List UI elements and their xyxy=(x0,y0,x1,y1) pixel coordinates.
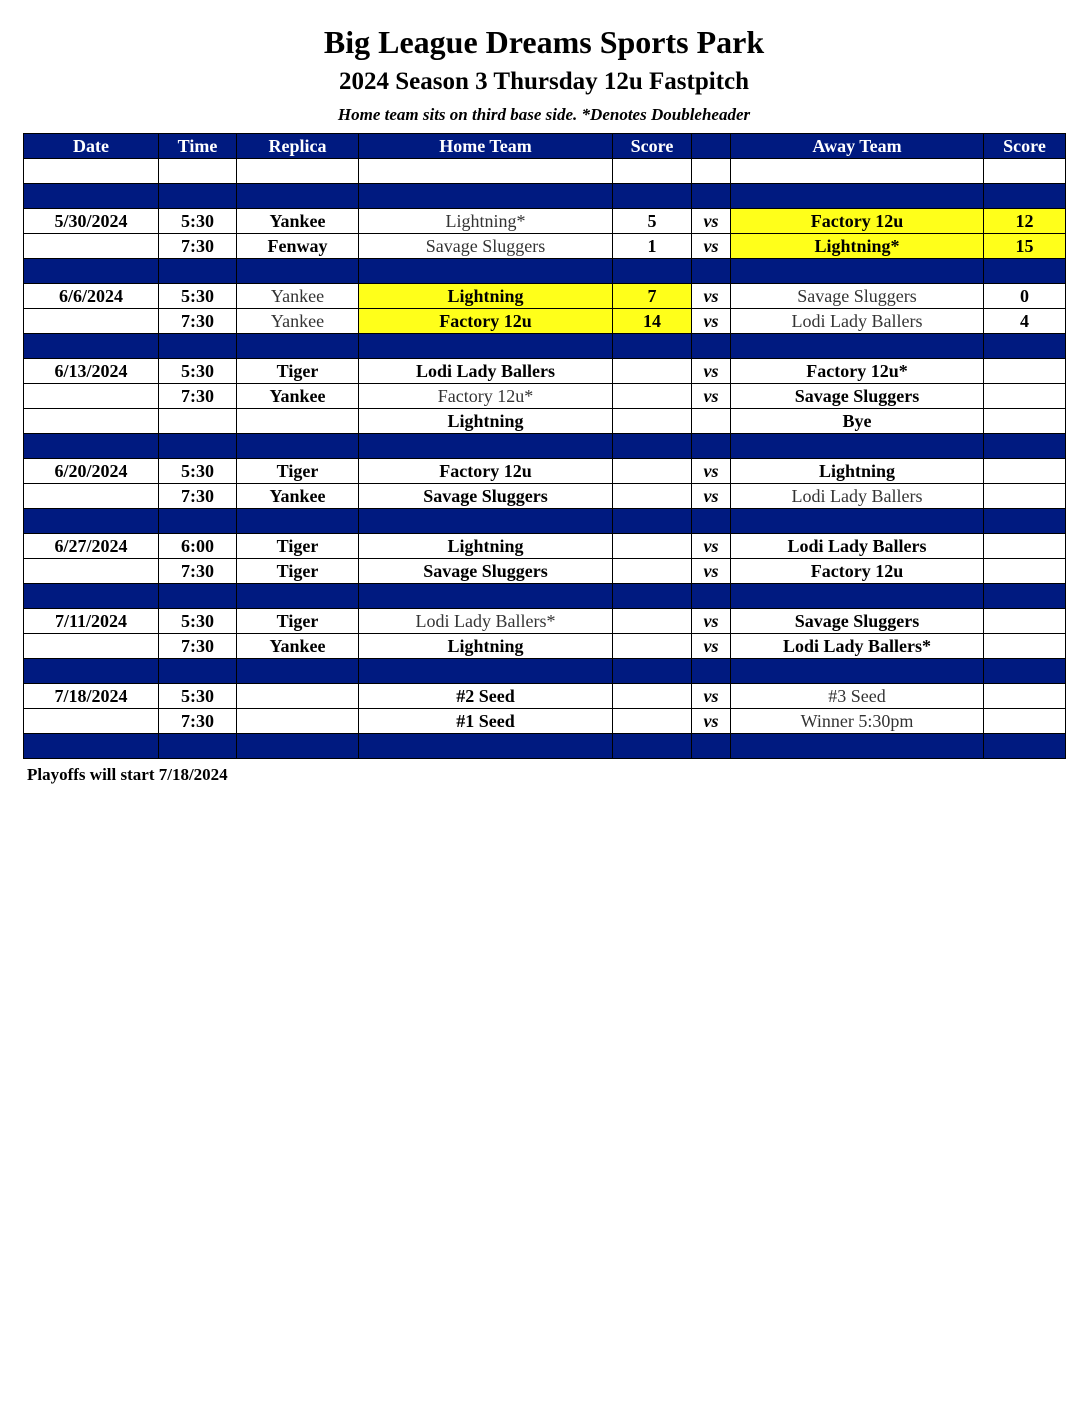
date-cell: 5/30/2024 xyxy=(24,209,159,234)
away-team-cell: Factory 12u xyxy=(731,209,984,234)
home-team-cell: Savage Sluggers xyxy=(359,559,613,584)
playoffs-footnote: Playoffs will start 7/18/2024 xyxy=(27,765,228,784)
home-team-cell: Factory 12u xyxy=(359,459,613,484)
replica-cell: Tiger xyxy=(237,459,359,484)
time-cell: 5:30 xyxy=(159,459,237,484)
away-score-cell xyxy=(984,159,1066,184)
table-row xyxy=(24,709,1066,734)
vs-cell: vs xyxy=(692,284,731,309)
away-team-cell xyxy=(731,184,984,209)
home-team-cell xyxy=(359,259,613,284)
separator-row xyxy=(24,734,1066,759)
table-row xyxy=(24,559,1066,584)
date-cell xyxy=(24,659,159,684)
date-cell: 6/20/2024 xyxy=(24,459,159,484)
replica-cell: Tiger xyxy=(237,359,359,384)
away-score-cell xyxy=(984,409,1066,434)
replica-cell xyxy=(237,659,359,684)
col-header-vs xyxy=(692,134,731,159)
home-team-cell xyxy=(359,159,613,184)
time-cell: 5:30 xyxy=(159,359,237,384)
away-team-cell: Lightning* xyxy=(731,234,984,259)
away-score-cell xyxy=(984,359,1066,384)
away-team-cell xyxy=(731,584,984,609)
replica-cell xyxy=(237,709,359,734)
home-team-cell: Factory 12u xyxy=(359,309,613,334)
away-score-cell: 0 xyxy=(984,284,1066,309)
home-team-cell: Lightning xyxy=(359,634,613,659)
away-score-cell xyxy=(984,534,1066,559)
home-score-cell xyxy=(613,684,692,709)
away-team-cell xyxy=(731,659,984,684)
away-team-cell xyxy=(731,734,984,759)
date-cell: 6/13/2024 xyxy=(24,359,159,384)
home-score-cell xyxy=(613,509,692,534)
col-header-home-score: Score xyxy=(613,134,692,159)
home-score-cell xyxy=(613,159,692,184)
away-score-cell xyxy=(984,559,1066,584)
table-row xyxy=(24,534,1066,559)
home-score-cell xyxy=(613,634,692,659)
date-cell xyxy=(24,384,159,409)
date-cell xyxy=(24,634,159,659)
col-header-replica: Replica xyxy=(237,134,359,159)
col-header-date: Date xyxy=(24,134,159,159)
home-score-cell: 14 xyxy=(613,309,692,334)
home-team-cell: Factory 12u* xyxy=(359,384,613,409)
home-team-cell xyxy=(359,734,613,759)
replica-cell: Fenway xyxy=(237,234,359,259)
replica-cell: Tiger xyxy=(237,609,359,634)
time-cell xyxy=(159,159,237,184)
away-score-cell xyxy=(984,184,1066,209)
table-row xyxy=(24,684,1066,709)
away-team-cell: Lodi Lady Ballers xyxy=(731,309,984,334)
away-score-cell xyxy=(984,609,1066,634)
time-cell: 7:30 xyxy=(159,559,237,584)
replica-cell xyxy=(237,409,359,434)
away-team-cell: Savage Sluggers xyxy=(731,609,984,634)
away-team-cell xyxy=(731,434,984,459)
page-note: Home team sits on third base side. *Denotes Doubleheader xyxy=(337,105,751,124)
away-score-cell xyxy=(984,434,1066,459)
replica-cell: Tiger xyxy=(237,534,359,559)
away-team-cell xyxy=(731,159,984,184)
home-team-cell xyxy=(359,334,613,359)
home-team-cell: Lodi Lady Ballers xyxy=(359,359,613,384)
schedule-body xyxy=(24,159,1066,759)
home-score-cell xyxy=(613,384,692,409)
replica-cell xyxy=(237,434,359,459)
home-team-cell: Savage Sluggers xyxy=(359,484,613,509)
separator-row xyxy=(24,509,1066,534)
vs-cell xyxy=(692,334,731,359)
home-team-cell xyxy=(359,509,613,534)
away-score-cell xyxy=(984,334,1066,359)
replica-cell: Tiger xyxy=(237,559,359,584)
time-cell xyxy=(159,334,237,359)
home-team-cell: Lightning* xyxy=(359,209,613,234)
table-row xyxy=(24,234,1066,259)
time-cell xyxy=(159,434,237,459)
date-cell xyxy=(24,434,159,459)
vs-cell xyxy=(692,159,731,184)
vs-cell: vs xyxy=(692,359,731,384)
away-team-cell: Factory 12u* xyxy=(731,359,984,384)
home-team-cell: Lightning xyxy=(359,534,613,559)
replica-cell xyxy=(237,509,359,534)
away-score-cell xyxy=(984,384,1066,409)
date-cell xyxy=(24,159,159,184)
time-cell: 7:30 xyxy=(159,709,237,734)
replica-cell xyxy=(237,184,359,209)
time-cell xyxy=(159,584,237,609)
schedule-table xyxy=(23,133,1066,759)
home-score-cell xyxy=(613,734,692,759)
vs-cell xyxy=(692,409,731,434)
vs-cell: vs xyxy=(692,209,731,234)
table-row xyxy=(24,484,1066,509)
away-team-cell: Savage Sluggers xyxy=(731,384,984,409)
date-cell xyxy=(24,309,159,334)
separator-row xyxy=(24,334,1066,359)
home-score-cell xyxy=(613,184,692,209)
table-row xyxy=(24,359,1066,384)
replica-cell xyxy=(237,334,359,359)
col-header-away-score: Score xyxy=(984,134,1066,159)
separator-row xyxy=(24,434,1066,459)
time-cell xyxy=(159,509,237,534)
date-cell xyxy=(24,559,159,584)
date-cell xyxy=(24,409,159,434)
vs-cell xyxy=(692,259,731,284)
separator-row xyxy=(24,584,1066,609)
home-score-cell xyxy=(613,334,692,359)
replica-cell xyxy=(237,259,359,284)
table-row xyxy=(24,284,1066,309)
col-header-time: Time xyxy=(159,134,237,159)
page-title: Big League Dreams Sports Park xyxy=(323,24,765,60)
away-score-cell xyxy=(984,684,1066,709)
home-score-cell xyxy=(613,534,692,559)
vs-cell xyxy=(692,184,731,209)
away-score-cell xyxy=(984,584,1066,609)
away-score-cell xyxy=(984,484,1066,509)
away-team-cell: Lightning xyxy=(731,459,984,484)
away-score-cell: 15 xyxy=(984,234,1066,259)
away-team-cell: Savage Sluggers xyxy=(731,284,984,309)
col-header-away-team: Away Team xyxy=(731,134,984,159)
vs-cell: vs xyxy=(692,484,731,509)
away-team-cell: Lodi Lady Ballers xyxy=(731,484,984,509)
away-team-cell xyxy=(731,334,984,359)
away-team-cell: Factory 12u xyxy=(731,559,984,584)
home-score-cell xyxy=(613,584,692,609)
replica-cell xyxy=(237,734,359,759)
table-header-row xyxy=(24,134,1066,159)
vs-cell: vs xyxy=(692,609,731,634)
vs-cell: vs xyxy=(692,459,731,484)
away-team-cell xyxy=(731,259,984,284)
vs-cell xyxy=(692,509,731,534)
away-score-cell xyxy=(984,259,1066,284)
date-cell xyxy=(24,584,159,609)
vs-cell: vs xyxy=(692,559,731,584)
vs-cell: vs xyxy=(692,384,731,409)
away-score-cell xyxy=(984,509,1066,534)
date-cell xyxy=(24,709,159,734)
time-cell: 5:30 xyxy=(159,684,237,709)
separator-row xyxy=(24,259,1066,284)
date-cell xyxy=(24,734,159,759)
replica-cell: Yankee xyxy=(237,309,359,334)
home-team-cell: Savage Sluggers xyxy=(359,234,613,259)
home-team-cell xyxy=(359,659,613,684)
home-team-cell: Lightning xyxy=(359,284,613,309)
away-score-cell xyxy=(984,709,1066,734)
col-header-home-team: Home Team xyxy=(359,134,613,159)
date-cell xyxy=(24,184,159,209)
vs-cell xyxy=(692,734,731,759)
away-team-cell: Lodi Lady Ballers* xyxy=(731,634,984,659)
home-score-cell: 1 xyxy=(613,234,692,259)
time-cell: 5:30 xyxy=(159,209,237,234)
home-score-cell xyxy=(613,559,692,584)
table-row xyxy=(24,609,1066,634)
date-cell xyxy=(24,484,159,509)
home-score-cell xyxy=(613,259,692,284)
replica-cell xyxy=(237,684,359,709)
home-team-cell xyxy=(359,584,613,609)
away-team-cell: Winner 5:30pm xyxy=(731,709,984,734)
table-row xyxy=(24,309,1066,334)
table-row xyxy=(24,459,1066,484)
replica-cell: Yankee xyxy=(237,484,359,509)
table-row xyxy=(24,384,1066,409)
vs-cell xyxy=(692,659,731,684)
date-cell xyxy=(24,509,159,534)
time-cell xyxy=(159,184,237,209)
page-subtitle: 2024 Season 3 Thursday 12u Fastpitch xyxy=(338,68,750,95)
separator-row xyxy=(24,184,1066,209)
time-cell: 5:30 xyxy=(159,609,237,634)
away-team-cell: Lodi Lady Ballers xyxy=(731,534,984,559)
away-score-cell xyxy=(984,634,1066,659)
home-score-cell xyxy=(613,484,692,509)
replica-cell xyxy=(237,584,359,609)
time-cell: 7:30 xyxy=(159,234,237,259)
vs-cell: vs xyxy=(692,309,731,334)
date-cell: 6/27/2024 xyxy=(24,534,159,559)
time-cell xyxy=(159,409,237,434)
time-cell: 7:30 xyxy=(159,309,237,334)
vs-cell xyxy=(692,584,731,609)
time-cell: 7:30 xyxy=(159,384,237,409)
date-cell: 6/6/2024 xyxy=(24,284,159,309)
home-score-cell xyxy=(613,434,692,459)
away-team-cell: Bye xyxy=(731,409,984,434)
vs-cell: vs xyxy=(692,234,731,259)
home-score-cell xyxy=(613,659,692,684)
away-team-cell: #3 Seed xyxy=(731,684,984,709)
time-cell xyxy=(159,659,237,684)
time-cell xyxy=(159,259,237,284)
date-cell xyxy=(24,334,159,359)
home-team-cell: Lightning xyxy=(359,409,613,434)
table-row xyxy=(24,209,1066,234)
home-score-cell xyxy=(613,359,692,384)
home-score-cell xyxy=(613,609,692,634)
away-score-cell xyxy=(984,734,1066,759)
home-score-cell: 5 xyxy=(613,209,692,234)
table-row xyxy=(24,634,1066,659)
replica-cell: Yankee xyxy=(237,634,359,659)
vs-cell xyxy=(692,434,731,459)
vs-cell: vs xyxy=(692,634,731,659)
replica-cell: Yankee xyxy=(237,384,359,409)
replica-cell xyxy=(237,159,359,184)
date-cell xyxy=(24,234,159,259)
home-team-cell: #1 Seed xyxy=(359,709,613,734)
replica-cell: Yankee xyxy=(237,209,359,234)
blank-row xyxy=(24,159,1066,184)
away-team-cell xyxy=(731,509,984,534)
away-score-cell xyxy=(984,459,1066,484)
vs-cell: vs xyxy=(692,709,731,734)
time-cell: 6:00 xyxy=(159,534,237,559)
home-team-cell xyxy=(359,434,613,459)
home-team-cell: #2 Seed xyxy=(359,684,613,709)
date-cell: 7/11/2024 xyxy=(24,609,159,634)
home-team-cell: Lodi Lady Ballers* xyxy=(359,609,613,634)
home-score-cell xyxy=(613,409,692,434)
home-score-cell xyxy=(613,709,692,734)
vs-cell: vs xyxy=(692,534,731,559)
time-cell: 7:30 xyxy=(159,484,237,509)
away-score-cell: 4 xyxy=(984,309,1066,334)
home-score-cell xyxy=(613,459,692,484)
time-cell: 5:30 xyxy=(159,284,237,309)
date-cell: 7/18/2024 xyxy=(24,684,159,709)
home-score-cell: 7 xyxy=(613,284,692,309)
replica-cell: Yankee xyxy=(237,284,359,309)
time-cell xyxy=(159,734,237,759)
home-team-cell xyxy=(359,184,613,209)
separator-row xyxy=(24,659,1066,684)
table-row xyxy=(24,409,1066,434)
time-cell: 7:30 xyxy=(159,634,237,659)
date-cell xyxy=(24,259,159,284)
away-score-cell: 12 xyxy=(984,209,1066,234)
vs-cell: vs xyxy=(692,684,731,709)
away-score-cell xyxy=(984,659,1066,684)
